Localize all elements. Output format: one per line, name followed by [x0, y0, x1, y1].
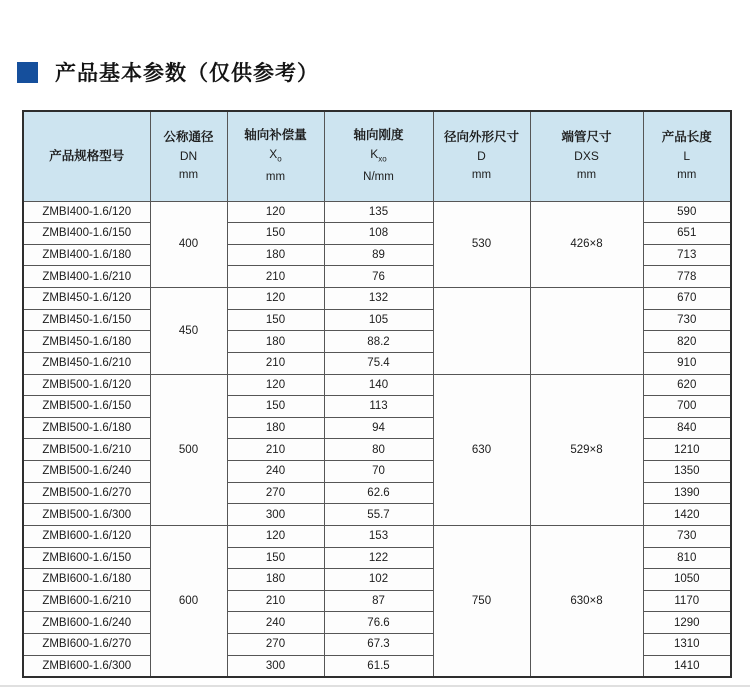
x0-cell: 210 [227, 439, 324, 461]
l-cell: 810 [643, 547, 731, 569]
model-cell: ZMBI500-1.6/300 [23, 504, 150, 526]
dxs-cell: 426×8 [530, 201, 643, 288]
table-body [23, 201, 731, 677]
model-cell: ZMBI450-1.6/210 [23, 352, 150, 374]
x0-cell: 150 [227, 223, 324, 245]
bottom-divider [0, 685, 750, 687]
dn-cell: 600 [150, 525, 227, 677]
k-cell: 88.2 [324, 331, 433, 353]
l-cell: 840 [643, 417, 731, 439]
x0-cell: 180 [227, 331, 324, 353]
model-cell: ZMBI450-1.6/120 [23, 288, 150, 310]
x0-cell: 120 [227, 288, 324, 310]
l-cell: 1390 [643, 482, 731, 504]
k-cell: 122 [324, 547, 433, 569]
x0-cell: 180 [227, 569, 324, 591]
k-cell: 153 [324, 525, 433, 547]
x0-cell: 270 [227, 482, 324, 504]
x0-cell: 240 [227, 612, 324, 634]
l-cell: 1290 [643, 612, 731, 634]
model-cell: ZMBI500-1.6/270 [23, 482, 150, 504]
model-cell: ZMBI500-1.6/210 [23, 439, 150, 461]
l-cell: 730 [643, 525, 731, 547]
table-row [23, 201, 731, 223]
col-header-k: 轴向刚度 $K_{xo}$ N/mm [324, 111, 433, 201]
model-cell: ZMBI600-1.6/240 [23, 612, 150, 634]
x0-cell: 150 [227, 309, 324, 331]
l-cell: 1210 [643, 439, 731, 461]
x0-cell: 150 [227, 547, 324, 569]
dxs-cell [530, 288, 643, 375]
model-cell: ZMBI500-1.6/120 [23, 374, 150, 396]
col-header-l: 产品长度 L mm [643, 111, 731, 201]
x0-cell: 120 [227, 525, 324, 547]
k-cell: 105 [324, 309, 433, 331]
l-cell: 1170 [643, 590, 731, 612]
dxs-cell: 529×8 [530, 374, 643, 525]
x0-cell: 300 [227, 655, 324, 677]
dn-cell: 400 [150, 201, 227, 288]
l-cell: 1310 [643, 634, 731, 656]
x0-cell: 210 [227, 266, 324, 288]
k-cell: 132 [324, 288, 433, 310]
col-header-model: 产品规格型号 [23, 111, 150, 201]
k-cell: 108 [324, 223, 433, 245]
l-cell: 1050 [643, 569, 731, 591]
section-title [17, 57, 319, 87]
d-cell [433, 288, 530, 375]
model-cell: ZMBI400-1.6/120 [23, 201, 150, 223]
k-cell: 70 [324, 461, 433, 483]
x0-cell: 120 [227, 201, 324, 223]
k-cell: 140 [324, 374, 433, 396]
model-cell: ZMBI400-1.6/180 [23, 244, 150, 266]
k-cell: 55.7 [324, 504, 433, 526]
l-cell: 651 [643, 223, 731, 245]
model-cell: ZMBI450-1.6/150 [23, 309, 150, 331]
l-cell: 778 [643, 266, 731, 288]
dn-cell: 450 [150, 288, 227, 375]
k-cell: 62.6 [324, 482, 433, 504]
table-head [23, 111, 731, 201]
k-cell: 76 [324, 266, 433, 288]
k-cell: 76.6 [324, 612, 433, 634]
l-cell: 713 [643, 244, 731, 266]
table-row [23, 288, 731, 310]
model-cell: ZMBI450-1.6/180 [23, 331, 150, 353]
l-cell: 670 [643, 288, 731, 310]
d-cell: 630 [433, 374, 530, 525]
model-cell: ZMBI400-1.6/210 [23, 266, 150, 288]
dxs-cell: 630×8 [530, 525, 643, 677]
l-cell: 590 [643, 201, 731, 223]
model-cell: ZMBI600-1.6/300 [23, 655, 150, 677]
model-cell: ZMBI600-1.6/270 [23, 634, 150, 656]
header-row [23, 111, 731, 201]
col-header-x0: 轴向补偿量 $X_o$ mm [227, 111, 324, 201]
x0-cell: 270 [227, 634, 324, 656]
l-cell: 910 [643, 352, 731, 374]
l-cell: 1420 [643, 504, 731, 526]
l-cell: 730 [643, 309, 731, 331]
col-header-dn: 公称通径 DN mm [150, 111, 227, 201]
model-cell: ZMBI500-1.6/150 [23, 396, 150, 418]
table-row [23, 374, 731, 396]
x0-cell: 120 [227, 374, 324, 396]
model-cell: ZMBI400-1.6/150 [23, 223, 150, 245]
x0-cell: 150 [227, 396, 324, 418]
model-cell: ZMBI600-1.6/180 [23, 569, 150, 591]
title-bullet-square [17, 62, 38, 83]
dn-cell: 500 [150, 374, 227, 525]
k-cell: 135 [324, 201, 433, 223]
col-header-dxs: 端管尺寸 DXS mm [530, 111, 643, 201]
x0-cell: 240 [227, 461, 324, 483]
l-cell: 620 [643, 374, 731, 396]
l-cell: 1410 [643, 655, 731, 677]
spec-table [22, 110, 732, 678]
k-cell: 61.5 [324, 655, 433, 677]
model-cell: ZMBI600-1.6/210 [23, 590, 150, 612]
d-cell: 530 [433, 201, 530, 288]
x0-cell: 180 [227, 244, 324, 266]
k-cell: 102 [324, 569, 433, 591]
k-cell: 87 [324, 590, 433, 612]
l-cell: 700 [643, 396, 731, 418]
x0-cell: 180 [227, 417, 324, 439]
spec-table-container [22, 110, 730, 678]
model-cell: ZMBI500-1.6/180 [23, 417, 150, 439]
page-title: 产品基本参数（仅供参考） [55, 62, 319, 85]
model-cell: ZMBI500-1.6/240 [23, 461, 150, 483]
model-cell: ZMBI600-1.6/150 [23, 547, 150, 569]
x0-cell: 300 [227, 504, 324, 526]
k-cell: 67.3 [324, 634, 433, 656]
model-cell: ZMBI600-1.6/120 [23, 525, 150, 547]
table-row [23, 525, 731, 547]
k-cell: 80 [324, 439, 433, 461]
k-cell: 94 [324, 417, 433, 439]
l-cell: 820 [643, 331, 731, 353]
d-cell: 750 [433, 525, 530, 677]
col-header-d: 径向外形尺寸 D mm [433, 111, 530, 201]
k-cell: 113 [324, 396, 433, 418]
k-cell: 75.4 [324, 352, 433, 374]
x0-cell: 210 [227, 352, 324, 374]
k-cell: 89 [324, 244, 433, 266]
l-cell: 1350 [643, 461, 731, 483]
x0-cell: 210 [227, 590, 324, 612]
